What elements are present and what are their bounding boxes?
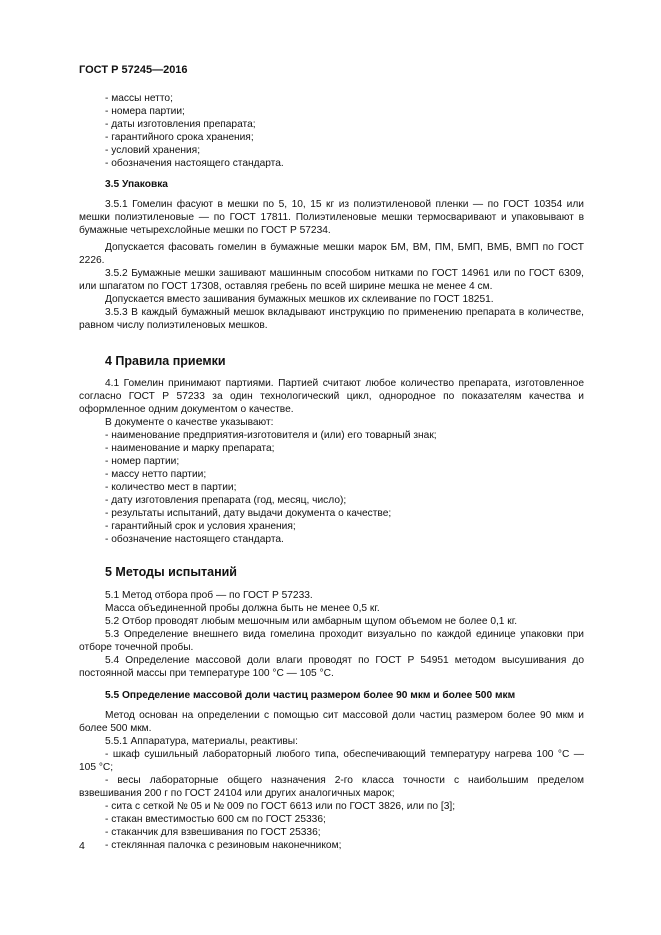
paragraph: 5.2 Отбор проводят любым мешочным или амбарным щупом объемом не более 0,1 кг. <box>105 616 518 627</box>
list-item: - гарантийного срока хранения; <box>105 132 254 143</box>
paragraph: Допускается вместо зашивания бумажных мешков их склеивание по ГОСТ 18251. <box>105 294 494 305</box>
list-item: - обозначения настоящего стандарта. <box>105 158 284 169</box>
page-number: 4 <box>79 840 85 852</box>
list-item: - номера партии; <box>105 106 185 117</box>
paragraph: 5.5.1 Аппаратура, материалы, реактивы: <box>105 736 298 747</box>
paragraph: Метод основан на определении с помощью сит массовой доли частиц размером более 90 мкм и более 500 мкм. <box>79 710 584 734</box>
list-item: - массы нетто; <box>105 93 173 104</box>
list-item: - стаканчик для взвешивания по ГОСТ 25336; <box>105 827 321 838</box>
list-item: - обозначение настоящего стандарта. <box>105 534 284 545</box>
paragraph: 3.5.1 Гомелин фасуют в мешки по 5, 10, 15 кг из полиэтиленовой пленки — по ГОСТ 10354 или мешки полиэтиленовые — по ГОСТ 17811. Полиэтиленовые мешки термосваривают и упаковывают в бумажные четырехслойные мешки по ГОСТ Р 57234. <box>79 199 584 236</box>
list-top <box>79 92 584 170</box>
section-4-list <box>79 429 584 546</box>
paragraph: В документе о качестве указывают: <box>105 417 274 428</box>
section-5-5-list <box>79 748 584 852</box>
list-item: - стеклянная палочка с резиновым наконечником; <box>105 840 342 851</box>
paragraph: 5.4 Определение массовой доли влаги проводят по ГОСТ Р 54951 методом высушивания до постоянной массы при температуре 100 °С — 105 °С. <box>79 655 584 679</box>
page-content <box>79 92 584 852</box>
list-item: - массу нетто партии; <box>105 469 207 480</box>
list-item: - номер партии; <box>105 456 180 467</box>
list-item: - весы лабораторные общего назначения 2-го класса точности с наибольшим пределом взвешивания 200 г по ГОСТ 24104 или других аналогичных марок; <box>79 775 584 799</box>
section-4-title: 4 Правила приемки <box>105 354 226 368</box>
list-item: - стакан вместимостью 600 см по ГОСТ 25336; <box>105 814 326 825</box>
paragraph: 3.5.2 Бумажные мешки зашивают машинным способом нитками по ГОСТ 14961 или по ГОСТ 6309, или шпагатом по ГОСТ 17308, оставляя гребень по всей ширине мешка не менее 4 см. <box>79 268 584 292</box>
list-item: - даты изготовления препарата; <box>105 119 256 130</box>
section-5-5-title: 5.5 Определение массовой доли частиц размером более 90 мкм и более 500 мкм <box>105 690 516 701</box>
paragraph: 5.3 Определение внешнего вида гомелина проходит визуально по каждой единице упаковки при отборе точечной пробы. <box>79 629 584 653</box>
list-item: - результаты испытаний, дату выдачи документа о качестве; <box>105 508 392 519</box>
list-item: - дату изготовления препарата (год, месяц, число); <box>105 495 347 506</box>
list-item: - гарантийный срок и условия хранения; <box>105 521 296 532</box>
paragraph: 3.5.3 В каждый бумажный мешок вкладывают инструкцию по применению препарата в количестве, равном числу полиэтиленовых мешков. <box>79 307 584 331</box>
list-item: - сита с сеткой № 05 и № 009 по ГОСТ 6613 или по ГОСТ 3826, или по [3]; <box>105 801 456 812</box>
list-item: - наименование и марку препарата; <box>105 443 275 454</box>
list-item: - количество мест в партии; <box>105 482 237 493</box>
list-item: - шкаф сушильный лабораторный любого типа, обеспечивающий температуру нагрева 100 °С — 105 °С; <box>79 749 584 773</box>
paragraph: 4.1 Гомелин принимают партиями. Партией считают любое количество препарата, изготовленное согласно ГОСТ Р 57233 за один технологический цикл, однородное по показателям качества и оформленное одним документом о качестве. <box>79 378 584 415</box>
list-item: - условий хранения; <box>105 145 201 156</box>
paragraph: 5.1 Метод отбора проб — по ГОСТ Р 57233. <box>105 590 313 601</box>
section-5-title: 5 Методы испытаний <box>105 565 237 579</box>
document-header: ГОСТ Р 57245—2016 <box>79 64 188 76</box>
list-item: - наименование предприятия-изготовителя и (или) его товарный знак; <box>105 430 437 441</box>
section-3-5-title: 3.5 Упаковка <box>105 179 168 190</box>
paragraph: Допускается фасовать гомелин в бумажные мешки марок БМ, ВМ, ПМ, БМП, ВМБ, ВМП по ГОСТ 2226. <box>79 242 584 266</box>
paragraph: Масса объединенной пробы должна быть не менее 0,5 кг. <box>105 603 380 614</box>
